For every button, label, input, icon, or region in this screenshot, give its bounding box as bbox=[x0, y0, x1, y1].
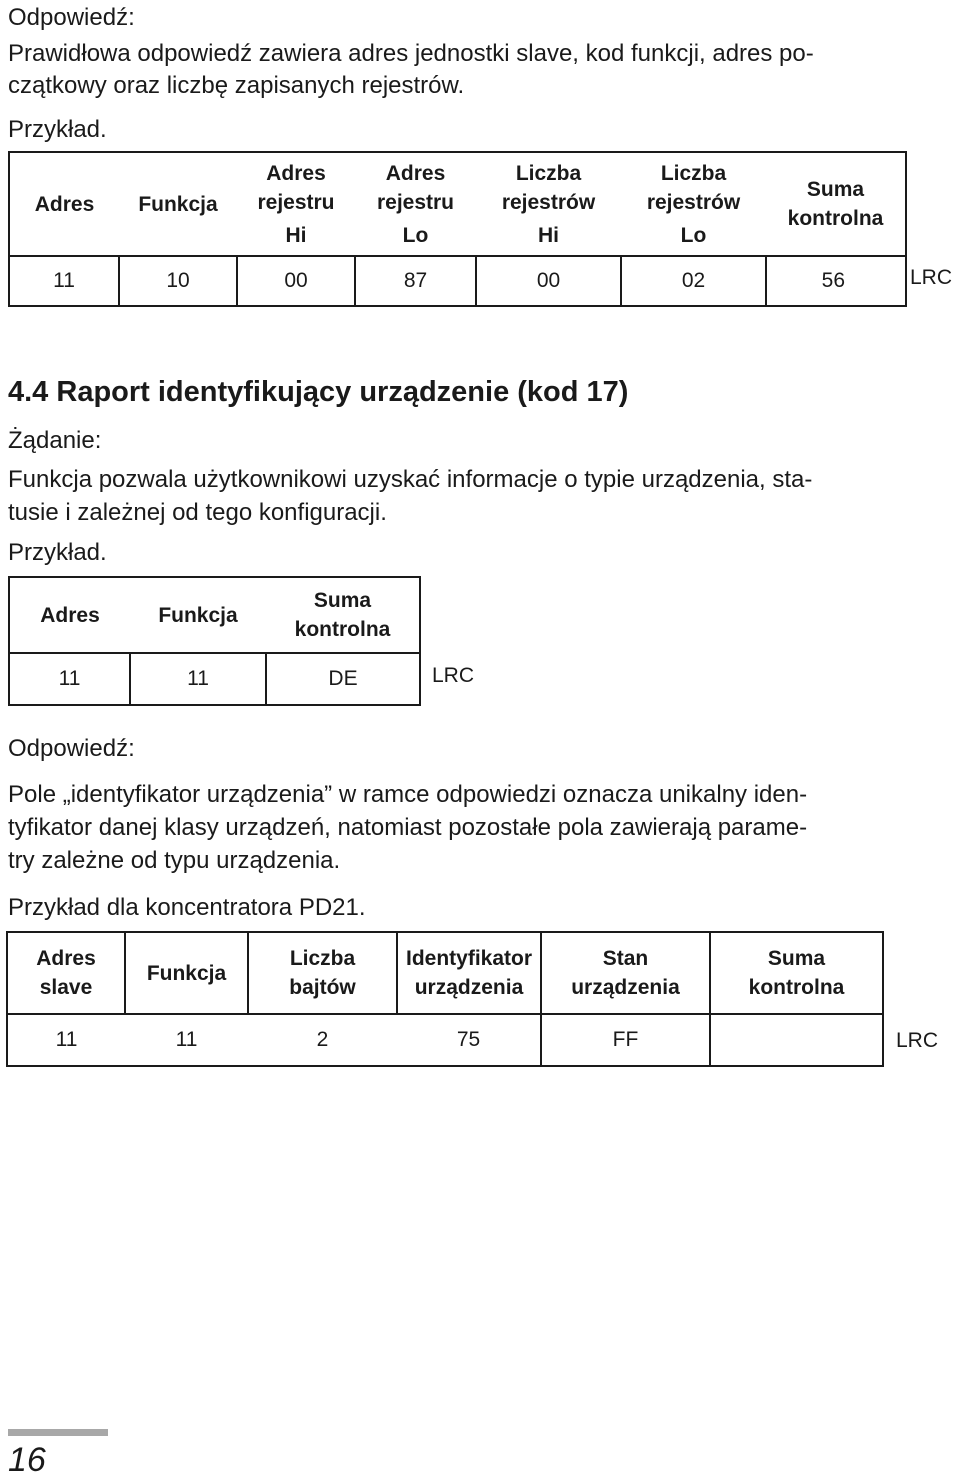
header-cell: Adres bbox=[9, 577, 130, 653]
paragraph-line: tyfikator danej klasy urządzeń, natomiast pozostałe pola zawierają parame- bbox=[8, 814, 808, 841]
header-cell: Suma kontrolna bbox=[710, 932, 883, 1014]
value-cell: 11 bbox=[7, 1014, 125, 1066]
header-cell: Adres bbox=[9, 152, 119, 256]
write-response-table bbox=[8, 151, 907, 307]
header-cell: Adres rejestru Hi bbox=[237, 152, 355, 256]
value-cell: 2 bbox=[248, 1014, 397, 1066]
value-cell: FF bbox=[541, 1014, 710, 1066]
value-cell: 11 bbox=[130, 653, 266, 705]
lrc-label: LRC bbox=[432, 664, 475, 687]
header-cell: Liczba bajtów bbox=[248, 932, 397, 1014]
lrc-label: LRC bbox=[910, 266, 953, 289]
value-cell: 87 bbox=[355, 256, 476, 306]
paragraph-line: Funkcja pozwala użytkownikowi uzyskać informacje o typie urządzenia, sta- bbox=[8, 466, 813, 493]
pd21-response-table bbox=[6, 931, 884, 1067]
value-cell: 02 bbox=[621, 256, 766, 306]
response-label: Odpowiedź: bbox=[8, 735, 135, 762]
value-cell: DE bbox=[266, 653, 420, 705]
header-cell: Stan urządzenia bbox=[541, 932, 710, 1014]
header-cell: Adres slave bbox=[7, 932, 125, 1014]
value-cell: 11 bbox=[125, 1014, 248, 1066]
request-example-table bbox=[8, 576, 421, 706]
paragraph-line: try zależne od typu urządzenia. bbox=[8, 847, 341, 874]
example-label: Przykład. bbox=[8, 116, 107, 143]
paragraph-line: tusie i zależnej od tego konfiguracji. bbox=[8, 499, 387, 526]
request-label: Żądanie: bbox=[8, 427, 102, 454]
paragraph-line: czątkowy oraz liczbę zapisanych rejestrów. bbox=[8, 72, 465, 99]
value-cell: 11 bbox=[9, 256, 119, 306]
lrc-label: LRC bbox=[896, 1029, 939, 1052]
header-cell: Suma kontrolna bbox=[266, 577, 420, 653]
example-label: Przykład. bbox=[8, 539, 107, 566]
footer-rule bbox=[8, 1429, 108, 1436]
value-cell: 56 bbox=[766, 256, 906, 306]
header-cell: Funkcja bbox=[130, 577, 266, 653]
header-cell: Funkcja bbox=[125, 932, 248, 1014]
header-cell: Suma kontrolna bbox=[766, 152, 906, 256]
section-heading: 4.4 Raport identyfikujący urządzenie (kod 17) bbox=[8, 376, 629, 408]
paragraph-line: Pole „identyfikator urządzenia” w ramce odpowiedzi oznacza unikalny iden- bbox=[8, 781, 808, 808]
value-cell: 75 bbox=[397, 1014, 541, 1066]
header-cell: Identyfikator urządzenia bbox=[397, 932, 541, 1014]
value-cell: 00 bbox=[476, 256, 621, 306]
example-label: Przykład dla koncentratora PD21. bbox=[8, 894, 366, 921]
header-cell: Funkcja bbox=[119, 152, 237, 256]
paragraph-line: Prawidłowa odpowiedź zawiera adres jednostki slave, kod funkcji, adres po- bbox=[8, 40, 814, 67]
value-cell: 10 bbox=[119, 256, 237, 306]
header-cell: Liczba rejestrów Hi bbox=[476, 152, 621, 256]
value-cell: 00 bbox=[237, 256, 355, 306]
value-cell: 11 bbox=[9, 653, 130, 705]
header-cell: Liczba rejestrów Lo bbox=[621, 152, 766, 256]
value-cell bbox=[710, 1014, 883, 1066]
header-cell: Adres rejestru Lo bbox=[355, 152, 476, 256]
response-label: Odpowiedź: bbox=[8, 4, 135, 31]
page-number: 16 bbox=[8, 1441, 46, 1479]
